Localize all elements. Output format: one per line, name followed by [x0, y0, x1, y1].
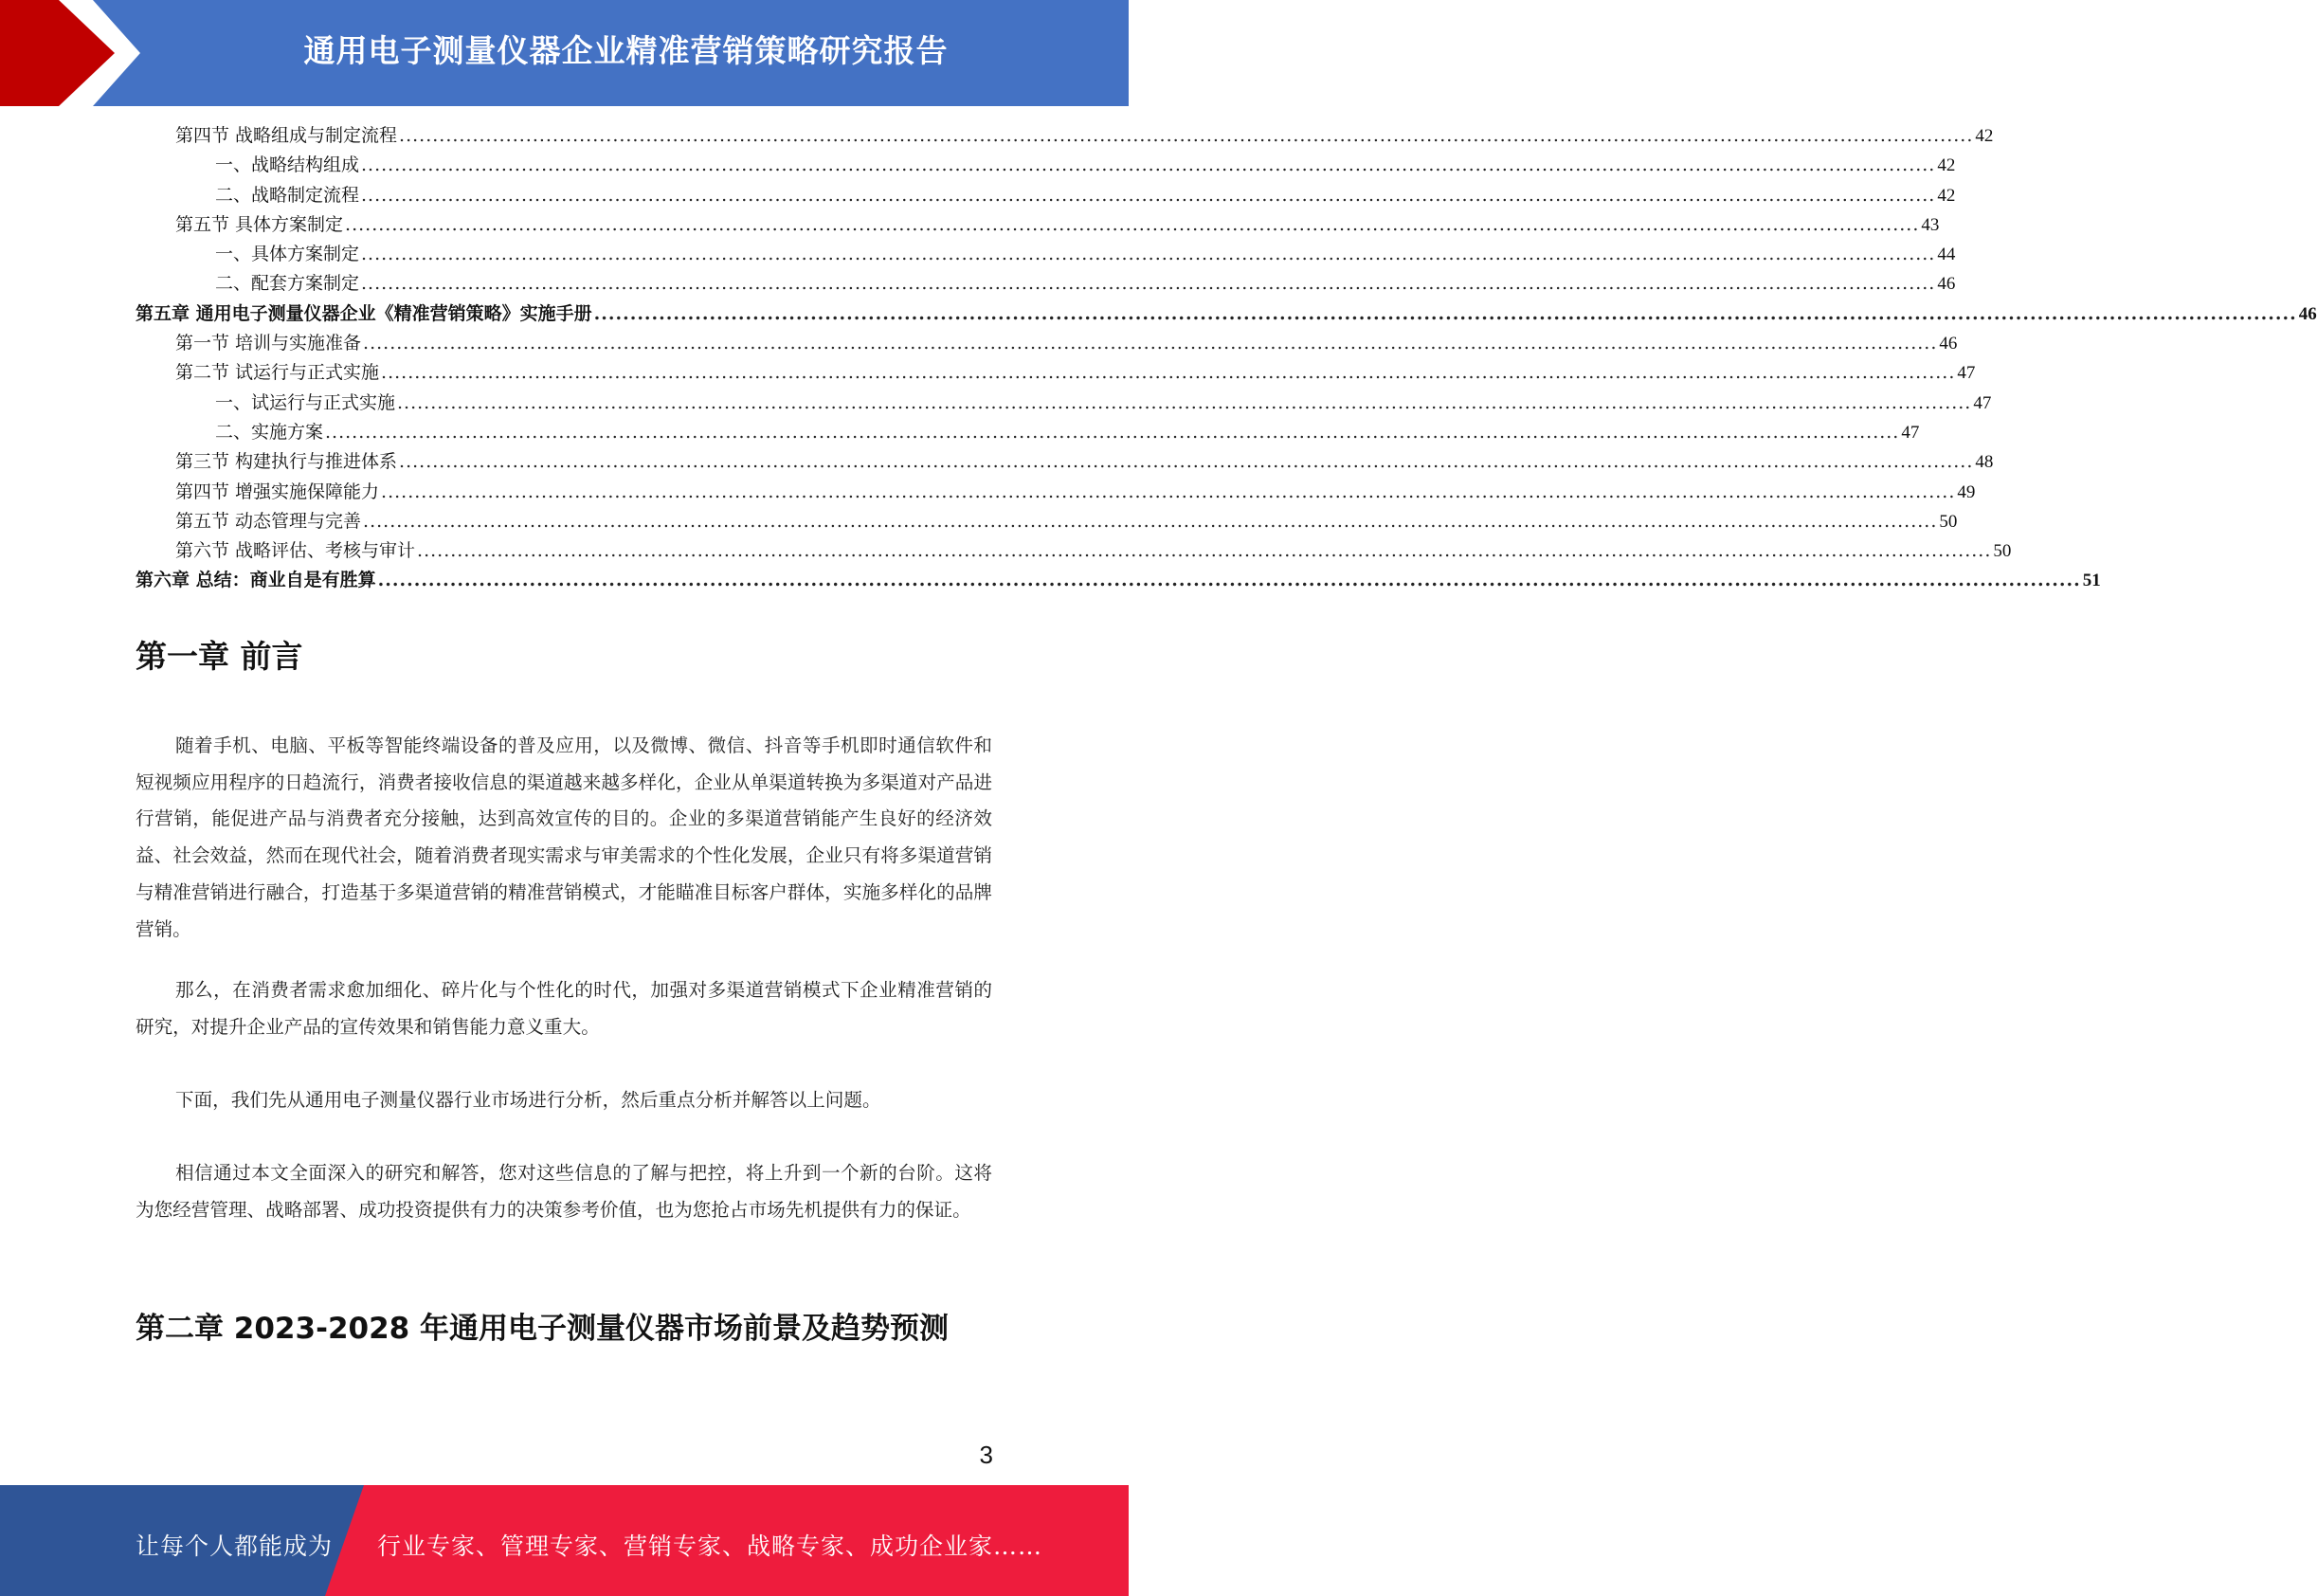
toc-entry-title: 第五节 具体方案制定 — [175, 213, 344, 235]
page-header — [0, 0, 1129, 106]
toc-entry[interactable] — [136, 358, 1976, 388]
toc-entry-title: 第六章 总结：商业自是有胜算 — [136, 570, 376, 591]
chapter-2-heading: 第二章 2023-2028 年通用电子测量仪器市场前景及趋势预测 — [136, 1312, 950, 1346]
toc-entry-title: 一、试运行与正式实施 — [215, 391, 396, 413]
toc-entry-page: 47 — [1957, 363, 1976, 384]
toc-entry[interactable] — [136, 329, 1958, 358]
paragraph: 随着手机、电脑、平板等智能终端设备的普及应用，以及微博、微信、抖音等手机即时通信软件和短视频应用程序的日趋流行，消费者接收信息的渠道越来越多样化，企业从单渠道转换为多渠道对产品进行营销，能促进产品与消费者充分接触，达到高效宣传的目的。企业的多渠道营销能产生良好的经济效益、社会效益，然而在现代社会，随着消费者现实需求与审美需求的个性化发展，企业只有将多渠道营销与精准营销进行融合，打造基于多渠道营销的精准营销模式，才能瞄准目标客户群体，实施多样化的品牌营销。 — [136, 735, 992, 940]
toc-dot-leader: ............................................................................................................................................................................................................................................ — [363, 510, 1938, 532]
toc-entry[interactable] — [136, 447, 1994, 477]
toc-entry-title: 第六节 战略评估、考核与审计 — [175, 540, 416, 562]
page-footer — [0, 1485, 1129, 1596]
toc-dot-leader: ............................................................................................................................................................................................................................................ — [361, 273, 1936, 295]
toc-entry-title: 二、实施方案 — [215, 421, 324, 443]
toc-entry-title: 一、战略结构组成 — [215, 154, 360, 176]
toc-entry-chapter[interactable] — [136, 566, 2101, 595]
toc-entry-title: 第二节 试运行与正式实施 — [175, 362, 380, 384]
toc-dot-leader: ............................................................................................................................................................................................................................................ — [363, 333, 1938, 354]
toc-entry-page: 47 — [1901, 422, 1920, 443]
toc-entry-title: 第一节 培训与实施准备 — [175, 333, 362, 354]
toc-entry-page: 46 — [2298, 303, 2317, 324]
toc-entry-title: 第三节 构建执行与推进体系 — [175, 451, 398, 473]
toc-entry-page: 47 — [1973, 392, 1992, 413]
toc-entry[interactable] — [136, 418, 1920, 447]
toc-entry-page: 51 — [2082, 571, 2101, 591]
toc-dot-leader: ............................................................................................................................................................................................................................................ — [399, 451, 1974, 473]
toc-entry-page: 46 — [1937, 274, 1956, 295]
toc-entry-title: 一、具体方案制定 — [215, 244, 360, 265]
toc-entry-page: 44 — [1937, 245, 1956, 265]
toc-dot-leader: ............................................................................................................................................................................................................................................ — [593, 302, 2297, 324]
paragraph: 下面，我们先从通用电子测量仪器行业市场进行分析，然后重点分析并解答以上问题。 — [175, 1089, 881, 1111]
toc-entry-page: 42 — [1937, 185, 1956, 206]
toc-entry-page: 50 — [1939, 511, 1958, 532]
paragraph: 那么，在消费者需求愈加细化、碎片化与个性化的时代，加强对多渠道营销模式下企业精准营销的研究，对提升企业产品的宣传效果和销售能力意义重大。 — [136, 979, 992, 1038]
toc-entry[interactable] — [136, 389, 1992, 418]
toc-entry[interactable] — [136, 507, 1958, 536]
toc-entry-page: 46 — [1939, 334, 1958, 354]
toc-entry-title: 第四节 增强实施保障能力 — [175, 481, 380, 502]
report-title: 通用电子测量仪器企业精准营销策略研究报告 — [303, 32, 949, 69]
toc-entry-page: 43 — [1921, 214, 1940, 235]
toc-dot-leader: ............................................................................................................................................................................................................................................ — [345, 213, 1920, 235]
toc-dot-leader: ............................................................................................................................................................................................................................................ — [381, 362, 1956, 384]
toc-entry-page: 42 — [1975, 126, 1994, 146]
toc-entry[interactable] — [136, 269, 1956, 299]
toc-dot-leader: ............................................................................................................................................................................................................................................ — [399, 125, 1974, 146]
toc-entry[interactable] — [136, 536, 2012, 566]
page-number: 3 — [979, 1441, 993, 1469]
footer-slogan-left: 让每个人都能成为 — [136, 1533, 334, 1560]
toc-entry[interactable] — [136, 240, 1956, 269]
footer-slogan-right: 行业专家、管理专家、营销专家、战略专家、成功企业家…… — [377, 1533, 1043, 1560]
toc-entry-chapter[interactable] — [136, 299, 2317, 329]
paragraph: 相信通过本文全面深入的研究和解答，您对这些信息的了解与把控，将上升到一个新的台阶。这将为您经营管理、战略部署、成功投资提供有力的决策参考价值，也为您抢占市场先机提供有力的保证。 — [136, 1162, 992, 1221]
toc-entry-title: 第四节 战略组成与制定流程 — [175, 125, 398, 146]
toc-entry-page: 50 — [1993, 541, 2012, 562]
toc-dot-leader: ............................................................................................................................................................................................................................................ — [361, 154, 1936, 176]
toc-entry[interactable] — [136, 121, 1994, 151]
toc-entry-title: 第五章 通用电子测量仪器企业《精准营销策略》实施手册 — [136, 302, 592, 324]
toc-entry-page: 49 — [1957, 481, 1976, 502]
toc-dot-leader: ............................................................................................................................................................................................................................................ — [361, 244, 1936, 265]
toc-entry-title: 第五节 动态管理与完善 — [175, 510, 362, 532]
toc-dot-leader: ............................................................................................................................................................................................................................................ — [417, 540, 1992, 562]
toc-entry-title: 二、战略制定流程 — [215, 184, 360, 206]
toc-dot-leader: ............................................................................................................................................................................................................................................ — [361, 184, 1936, 206]
chapter-1-heading: 第一章 前言 — [136, 638, 303, 675]
toc-dot-leader: ............................................................................................................................................................................................................................................ — [397, 391, 1972, 413]
table-of-contents — [136, 121, 2317, 596]
toc-dot-leader: ............................................................................................................................................................................................................................................ — [377, 570, 2081, 591]
toc-dot-leader: ............................................................................................................................................................................................................................................ — [325, 421, 1900, 443]
toc-entry-title: 二、配套方案制定 — [215, 273, 360, 295]
toc-entry-page: 42 — [1937, 155, 1956, 176]
toc-entry-page: 48 — [1975, 452, 1994, 473]
toc-entry[interactable] — [136, 151, 1956, 180]
toc-entry[interactable] — [136, 181, 1956, 210]
toc-entry[interactable] — [136, 478, 1976, 507]
toc-entry[interactable] — [136, 210, 1940, 240]
toc-dot-leader: ............................................................................................................................................................................................................................................ — [381, 481, 1956, 502]
